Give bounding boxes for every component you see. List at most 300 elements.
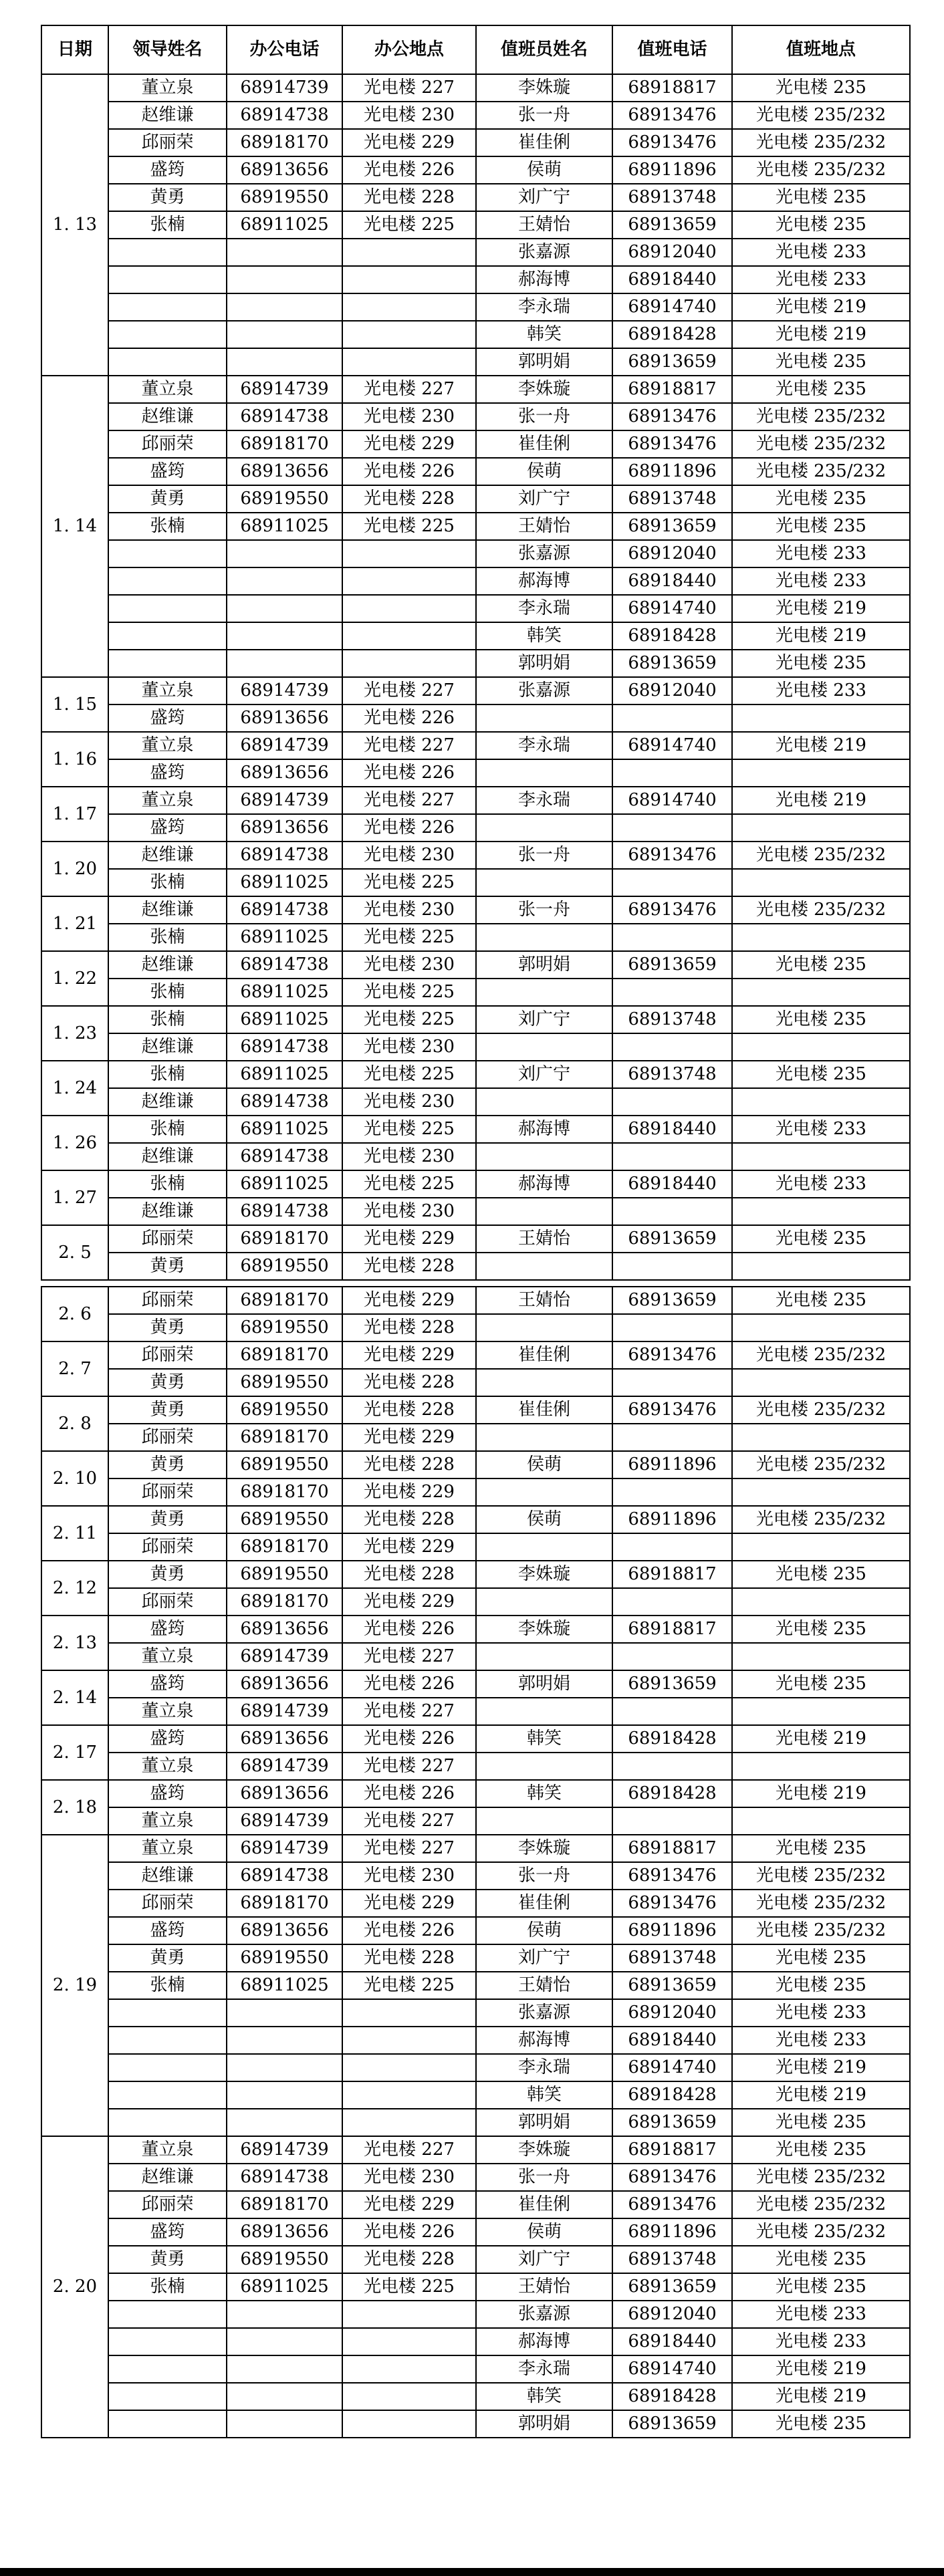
leader-name-cell: 赵维谦 — [108, 842, 227, 869]
leader-phone-cell: 68914738 — [227, 403, 342, 430]
duty-phone-cell: 68914740 — [612, 787, 732, 814]
leader-phone-cell: 68918170 — [227, 1890, 342, 1917]
leader-office-cell: 光电楼 227 — [342, 1753, 476, 1780]
table-row — [41, 1862, 910, 1890]
duty-location-cell: 光电楼 235 — [732, 1006, 910, 1033]
duty-name-cell: 刘广宁 — [476, 184, 612, 211]
duty-location-cell: 光电楼 235 — [732, 2246, 910, 2273]
duty-name-cell: 崔佳俐 — [476, 2191, 612, 2218]
duty-location-cell: 光电楼 235/232 — [732, 2218, 910, 2246]
leader-phone-cell: 68913656 — [227, 1917, 342, 1944]
leader-office-cell: 光电楼 229 — [342, 1588, 476, 1616]
leader-phone-cell: 68914738 — [227, 1033, 342, 1061]
leader-office-cell — [342, 2054, 476, 2081]
header-row — [41, 25, 910, 74]
duty-name-cell: 韩笑 — [476, 2081, 612, 2109]
table-row — [41, 1972, 910, 1999]
leader-name-cell: 张楠 — [108, 1170, 227, 1198]
duty-name-cell: 韩笑 — [476, 622, 612, 650]
duty-name-cell: 韩笑 — [476, 1725, 612, 1753]
duty-location-cell: 光电楼 235 — [732, 2109, 910, 2136]
leader-phone-cell: 68919550 — [227, 1396, 342, 1424]
table-row — [41, 896, 910, 924]
date-cell: 1. 24 — [41, 1061, 108, 1116]
duty-name-cell — [476, 1643, 612, 1670]
leader-office-cell: 光电楼 226 — [342, 1917, 476, 1944]
leader-name-cell — [108, 293, 227, 321]
leader-phone-cell: 68918170 — [227, 1533, 342, 1561]
duty-phone-cell — [612, 759, 732, 787]
leader-office-cell — [342, 2081, 476, 2109]
leader-name-cell: 邱丽荣 — [108, 1533, 227, 1561]
leader-office-cell — [342, 2027, 476, 2054]
duty-location-cell — [732, 1088, 910, 1116]
leader-name-cell: 邱丽荣 — [108, 1225, 227, 1253]
duty-location-cell — [732, 1643, 910, 1670]
duty-location-cell: 光电楼 235 — [732, 211, 910, 239]
header-leader-name: 领导姓名 — [108, 25, 227, 74]
leader-office-cell: 光电楼 228 — [342, 2246, 476, 2273]
table-row — [41, 2081, 910, 2109]
duty-phone-cell: 68918817 — [612, 74, 732, 102]
duty-name-cell: 崔佳俐 — [476, 1341, 612, 1369]
duty-location-cell: 光电楼 235 — [732, 1616, 910, 1643]
leader-phone-cell: 68911025 — [227, 979, 342, 1006]
leader-name-cell — [108, 1999, 227, 2027]
duty-location-cell: 光电楼 235 — [732, 1670, 910, 1698]
leader-phone-cell — [227, 266, 342, 293]
duty-phone-cell: 68918428 — [612, 321, 732, 348]
duty-location-cell — [732, 1478, 910, 1506]
leader-office-cell: 光电楼 229 — [342, 1424, 476, 1451]
leader-phone-cell: 68914738 — [227, 842, 342, 869]
duty-phone-cell — [612, 1253, 732, 1280]
leader-office-cell: 光电楼 230 — [342, 1198, 476, 1225]
duty-location-cell: 光电楼 235 — [732, 348, 910, 376]
duty-phone-cell — [612, 869, 732, 896]
leader-name-cell: 黄勇 — [108, 2246, 227, 2273]
table-row — [41, 239, 910, 266]
leader-phone-cell: 68918170 — [227, 2191, 342, 2218]
leader-name-cell: 赵维谦 — [108, 2164, 227, 2191]
duty-location-cell: 光电楼 235 — [732, 1225, 910, 1253]
duty-name-cell — [476, 979, 612, 1006]
duty-phone-cell: 68911896 — [612, 1917, 732, 1944]
leader-name-cell: 董立泉 — [108, 376, 227, 403]
table-row — [41, 1944, 910, 1972]
duty-phone-cell: 68912040 — [612, 239, 732, 266]
leader-office-cell: 光电楼 230 — [342, 842, 476, 869]
table-row — [41, 924, 910, 951]
table-row — [41, 293, 910, 321]
leader-phone-cell: 68911025 — [227, 513, 342, 540]
duty-location-cell: 光电楼 235 — [732, 951, 910, 979]
leader-office-cell — [342, 2328, 476, 2355]
table-row — [41, 321, 910, 348]
duty-phone-cell: 68914740 — [612, 2054, 732, 2081]
duty-location-cell — [732, 1253, 910, 1280]
duty-name-cell: 侯萌 — [476, 458, 612, 485]
date-cell: 1. 15 — [41, 677, 108, 732]
duty-location-cell: 光电楼 235 — [732, 1972, 910, 1999]
leader-phone-cell: 68919550 — [227, 1369, 342, 1396]
duty-location-cell — [732, 1533, 910, 1561]
leader-name-cell: 盛筠 — [108, 458, 227, 485]
table-row — [41, 1616, 910, 1643]
leader-phone-cell: 68918170 — [227, 1287, 342, 1314]
table-row — [41, 1698, 910, 1725]
leader-office-cell: 光电楼 229 — [342, 430, 476, 458]
duty-phone-cell — [612, 1643, 732, 1670]
leader-phone-cell: 68911025 — [227, 869, 342, 896]
leader-name-cell: 邱丽荣 — [108, 1424, 227, 1451]
leader-office-cell — [342, 348, 476, 376]
duty-name-cell — [476, 1533, 612, 1561]
duty-name-cell — [476, 1253, 612, 1280]
leader-name-cell: 赵维谦 — [108, 951, 227, 979]
duty-location-cell: 光电楼 219 — [732, 595, 910, 622]
roster-table-page2 — [41, 1286, 911, 2438]
duty-phone-cell: 68913476 — [612, 896, 732, 924]
duty-phone-cell: 68918817 — [612, 1835, 732, 1862]
leader-name-cell: 董立泉 — [108, 732, 227, 759]
duty-phone-cell: 68914740 — [612, 595, 732, 622]
leader-name-cell: 赵维谦 — [108, 896, 227, 924]
table-row — [41, 1478, 910, 1506]
duty-name-cell: 李永瑞 — [476, 2355, 612, 2383]
leader-office-cell: 光电楼 225 — [342, 513, 476, 540]
duty-phone-cell: 68918440 — [612, 2328, 732, 2355]
leader-name-cell — [108, 595, 227, 622]
table-row — [41, 2301, 910, 2328]
duty-location-cell — [732, 759, 910, 787]
leader-phone-cell: 68914738 — [227, 1198, 342, 1225]
table-row — [41, 2383, 910, 2410]
table-row — [41, 1006, 910, 1033]
leader-name-cell: 盛筠 — [108, 704, 227, 732]
duty-name-cell: 韩笑 — [476, 321, 612, 348]
duty-location-cell — [732, 1424, 910, 1451]
leader-name-cell — [108, 2081, 227, 2109]
leader-office-cell: 光电楼 230 — [342, 896, 476, 924]
table-row — [41, 1917, 910, 1944]
leader-office-cell: 光电楼 229 — [342, 129, 476, 156]
leader-phone-cell — [227, 2328, 342, 2355]
duty-name-cell: 张一舟 — [476, 896, 612, 924]
leader-office-cell: 光电楼 227 — [342, 732, 476, 759]
leader-office-cell: 光电楼 228 — [342, 485, 476, 513]
roster-header — [41, 25, 910, 74]
duty-name-cell: 刘广宁 — [476, 1061, 612, 1088]
duty-phone-cell: 68913659 — [612, 2410, 732, 2438]
leader-office-cell — [342, 2410, 476, 2438]
duty-name-cell: 张一舟 — [476, 102, 612, 129]
duty-name-cell: 侯萌 — [476, 1451, 612, 1478]
leader-phone-cell — [227, 540, 342, 567]
duty-phone-cell — [612, 1698, 732, 1725]
duty-name-cell: 侯萌 — [476, 1506, 612, 1533]
duty-phone-cell — [612, 1588, 732, 1616]
leader-name-cell: 邱丽荣 — [108, 1341, 227, 1369]
leader-name-cell: 张楠 — [108, 513, 227, 540]
leader-name-cell — [108, 2301, 227, 2328]
duty-phone-cell: 68918428 — [612, 2383, 732, 2410]
duty-location-cell: 光电楼 233 — [732, 266, 910, 293]
duty-phone-cell: 68913748 — [612, 485, 732, 513]
leader-phone-cell — [227, 622, 342, 650]
duty-phone-cell — [612, 1143, 732, 1170]
date-cell: 2. 6 — [41, 1287, 108, 1341]
date-cell: 1. 22 — [41, 951, 108, 1006]
leader-phone-cell: 68918170 — [227, 1225, 342, 1253]
duty-location-cell: 光电楼 235 — [732, 74, 910, 102]
date-cell: 2. 11 — [41, 1506, 108, 1561]
duty-name-cell: 王婧怡 — [476, 2273, 612, 2301]
table-row — [41, 458, 910, 485]
duty-name-cell: 侯萌 — [476, 1917, 612, 1944]
table-row — [41, 348, 910, 376]
duty-phone-cell: 68913748 — [612, 1061, 732, 1088]
duty-phone-cell: 68911896 — [612, 1451, 732, 1478]
duty-phone-cell: 68914740 — [612, 2355, 732, 2383]
table-row — [41, 430, 910, 458]
table-row — [41, 1225, 910, 1253]
leader-name-cell: 张楠 — [108, 1006, 227, 1033]
duty-name-cell — [476, 1143, 612, 1170]
duty-location-cell: 光电楼 235/232 — [732, 1890, 910, 1917]
duty-phone-cell: 68913476 — [612, 1890, 732, 1917]
table-row — [41, 2027, 910, 2054]
duty-location-cell — [732, 1807, 910, 1835]
leader-office-cell: 光电楼 227 — [342, 787, 476, 814]
duty-location-cell: 光电楼 233 — [732, 1999, 910, 2027]
date-cell: 2. 12 — [41, 1561, 108, 1616]
duty-location-cell — [732, 1143, 910, 1170]
duty-name-cell: 张一舟 — [476, 842, 612, 869]
duty-name-cell — [476, 1588, 612, 1616]
duty-phone-cell: 68913476 — [612, 2164, 732, 2191]
duty-phone-cell — [612, 1198, 732, 1225]
table-row — [41, 1451, 910, 1478]
leader-name-cell: 黄勇 — [108, 1944, 227, 1972]
leader-office-cell: 光电楼 227 — [342, 1835, 476, 1862]
duty-location-cell: 光电楼 235/232 — [732, 896, 910, 924]
duty-location-cell: 光电楼 235 — [732, 1835, 910, 1862]
leader-phone-cell: 68914739 — [227, 1807, 342, 1835]
leader-office-cell: 光电楼 226 — [342, 458, 476, 485]
duty-location-cell: 光电楼 219 — [732, 1725, 910, 1753]
leader-phone-cell: 68918170 — [227, 430, 342, 458]
duty-phone-cell: 68912040 — [612, 2301, 732, 2328]
table-row — [41, 1143, 910, 1170]
duty-location-cell: 光电楼 235/232 — [732, 156, 910, 184]
leader-name-cell: 赵维谦 — [108, 1033, 227, 1061]
duty-phone-cell: 68913748 — [612, 1006, 732, 1033]
leader-phone-cell: 68919550 — [227, 184, 342, 211]
duty-name-cell: 张嘉源 — [476, 1999, 612, 2027]
leader-phone-cell: 68913656 — [227, 458, 342, 485]
duty-phone-cell: 68918817 — [612, 376, 732, 403]
duty-name-cell: 郭明娟 — [476, 951, 612, 979]
duty-phone-cell: 68918440 — [612, 2027, 732, 2054]
leader-office-cell: 光电楼 230 — [342, 951, 476, 979]
table-row — [41, 704, 910, 732]
duty-location-cell: 光电楼 233 — [732, 677, 910, 704]
duty-name-cell: 张一舟 — [476, 1862, 612, 1890]
leader-office-cell: 光电楼 227 — [342, 1643, 476, 1670]
date-cell: 2. 13 — [41, 1616, 108, 1670]
duty-phone-cell: 68913659 — [612, 650, 732, 677]
leader-office-cell — [342, 595, 476, 622]
table-row — [41, 2164, 910, 2191]
leader-phone-cell — [227, 595, 342, 622]
table-row — [41, 650, 910, 677]
duty-name-cell: 韩笑 — [476, 1780, 612, 1807]
leader-office-cell: 光电楼 225 — [342, 211, 476, 239]
duty-location-cell: 光电楼 235 — [732, 650, 910, 677]
leader-name-cell: 董立泉 — [108, 1835, 227, 1862]
table-row — [41, 2273, 910, 2301]
table-row — [41, 376, 910, 403]
duty-phone-cell: 68911896 — [612, 156, 732, 184]
leader-name-cell — [108, 266, 227, 293]
duty-location-cell — [732, 1698, 910, 1725]
duty-name-cell — [476, 1033, 612, 1061]
table-row — [41, 1061, 910, 1088]
leader-name-cell: 盛筠 — [108, 759, 227, 787]
leader-office-cell: 光电楼 226 — [342, 1780, 476, 1807]
date-cell: 1. 13 — [41, 74, 108, 376]
duty-phone-cell: 68911896 — [612, 2218, 732, 2246]
leader-name-cell: 黄勇 — [108, 1314, 227, 1341]
duty-phone-cell: 68913748 — [612, 2246, 732, 2273]
leader-name-cell: 邱丽荣 — [108, 1478, 227, 1506]
table-row — [41, 2136, 910, 2164]
duty-phone-cell: 68913748 — [612, 1944, 732, 1972]
leader-office-cell: 光电楼 225 — [342, 979, 476, 1006]
duty-location-cell: 光电楼 233 — [732, 1116, 910, 1143]
duty-location-cell — [732, 869, 910, 896]
table-row — [41, 979, 910, 1006]
duty-name-cell — [476, 924, 612, 951]
leader-name-cell: 黄勇 — [108, 1253, 227, 1280]
duty-location-cell: 光电楼 235/232 — [732, 1506, 910, 1533]
duty-location-cell: 光电楼 235/232 — [732, 458, 910, 485]
leader-name-cell: 黄勇 — [108, 1451, 227, 1478]
table-row — [41, 102, 910, 129]
duty-phone-cell: 68913476 — [612, 430, 732, 458]
leader-office-cell: 光电楼 227 — [342, 2136, 476, 2164]
duty-name-cell: 李姝璇 — [476, 1616, 612, 1643]
duty-location-cell: 光电楼 233 — [732, 2301, 910, 2328]
leader-office-cell: 光电楼 229 — [342, 2191, 476, 2218]
leader-name-cell: 盛筠 — [108, 1917, 227, 1944]
duty-location-cell: 光电楼 235/232 — [732, 2191, 910, 2218]
duty-location-cell: 光电楼 235/232 — [732, 102, 910, 129]
leader-office-cell: 光电楼 228 — [342, 1561, 476, 1588]
date-cell: 1. 17 — [41, 787, 108, 842]
leader-name-cell: 张楠 — [108, 924, 227, 951]
leader-phone-cell: 68919550 — [227, 1451, 342, 1478]
table-row — [41, 622, 910, 650]
leader-phone-cell — [227, 293, 342, 321]
date-cell: 1. 27 — [41, 1170, 108, 1225]
duty-phone-cell: 68913659 — [612, 1972, 732, 1999]
leader-phone-cell — [227, 239, 342, 266]
table-row — [41, 732, 910, 759]
leader-name-cell: 邱丽荣 — [108, 1287, 227, 1314]
header-duty-name: 值班员姓名 — [476, 25, 612, 74]
leader-phone-cell: 68914739 — [227, 1835, 342, 1862]
duty-location-cell — [732, 1369, 910, 1396]
table-row — [41, 1561, 910, 1588]
leader-name-cell: 董立泉 — [108, 1807, 227, 1835]
duty-name-cell: 李永瑞 — [476, 595, 612, 622]
leader-name-cell: 赵维谦 — [108, 403, 227, 430]
duty-name-cell: 张嘉源 — [476, 677, 612, 704]
duty-phone-cell: 68913476 — [612, 842, 732, 869]
duty-phone-cell: 68913476 — [612, 1396, 732, 1424]
leader-office-cell — [342, 321, 476, 348]
duty-location-cell: 光电楼 219 — [732, 2054, 910, 2081]
leader-office-cell — [342, 567, 476, 595]
duty-name-cell: 李姝璇 — [476, 74, 612, 102]
date-cell: 2. 5 — [41, 1225, 108, 1280]
leader-office-cell — [342, 540, 476, 567]
duty-name-cell — [476, 1698, 612, 1725]
leader-office-cell: 光电楼 226 — [342, 814, 476, 842]
table-row — [41, 1116, 910, 1143]
leader-phone-cell: 68913656 — [227, 1780, 342, 1807]
duty-name-cell: 李姝璇 — [476, 376, 612, 403]
duty-location-cell: 光电楼 235/232 — [732, 430, 910, 458]
duty-location-cell: 光电楼 235/232 — [732, 1862, 910, 1890]
leader-office-cell: 光电楼 229 — [342, 1533, 476, 1561]
leader-name-cell: 董立泉 — [108, 1643, 227, 1670]
leader-office-cell: 光电楼 228 — [342, 1944, 476, 1972]
leader-phone-cell: 68913656 — [227, 1725, 342, 1753]
leader-phone-cell: 68913656 — [227, 814, 342, 842]
duty-phone-cell: 68913659 — [612, 1225, 732, 1253]
leader-office-cell: 光电楼 226 — [342, 1670, 476, 1698]
leader-phone-cell: 68914738 — [227, 1862, 342, 1890]
leader-phone-cell: 68919550 — [227, 485, 342, 513]
duty-phone-cell: 68918428 — [612, 622, 732, 650]
leader-name-cell: 董立泉 — [108, 74, 227, 102]
leader-office-cell: 光电楼 225 — [342, 1061, 476, 1088]
roster-table-page1 — [41, 25, 911, 1281]
leader-office-cell: 光电楼 230 — [342, 403, 476, 430]
leader-office-cell: 光电楼 228 — [342, 1314, 476, 1341]
table-row — [41, 2109, 910, 2136]
leader-phone-cell: 68914738 — [227, 1143, 342, 1170]
duty-phone-cell: 68912040 — [612, 677, 732, 704]
table-row — [41, 1999, 910, 2027]
leader-office-cell: 光电楼 229 — [342, 1341, 476, 1369]
duty-phone-cell: 68913659 — [612, 348, 732, 376]
duty-name-cell: 刘广宁 — [476, 485, 612, 513]
leader-name-cell: 赵维谦 — [108, 1198, 227, 1225]
leader-phone-cell: 68914739 — [227, 787, 342, 814]
leader-office-cell: 光电楼 226 — [342, 704, 476, 732]
leader-phone-cell: 68911025 — [227, 2273, 342, 2301]
leader-office-cell — [342, 622, 476, 650]
leader-name-cell — [108, 2109, 227, 2136]
duty-name-cell: 张嘉源 — [476, 2301, 612, 2328]
duty-location-cell — [732, 704, 910, 732]
leader-phone-cell: 68919550 — [227, 1506, 342, 1533]
leader-phone-cell — [227, 650, 342, 677]
